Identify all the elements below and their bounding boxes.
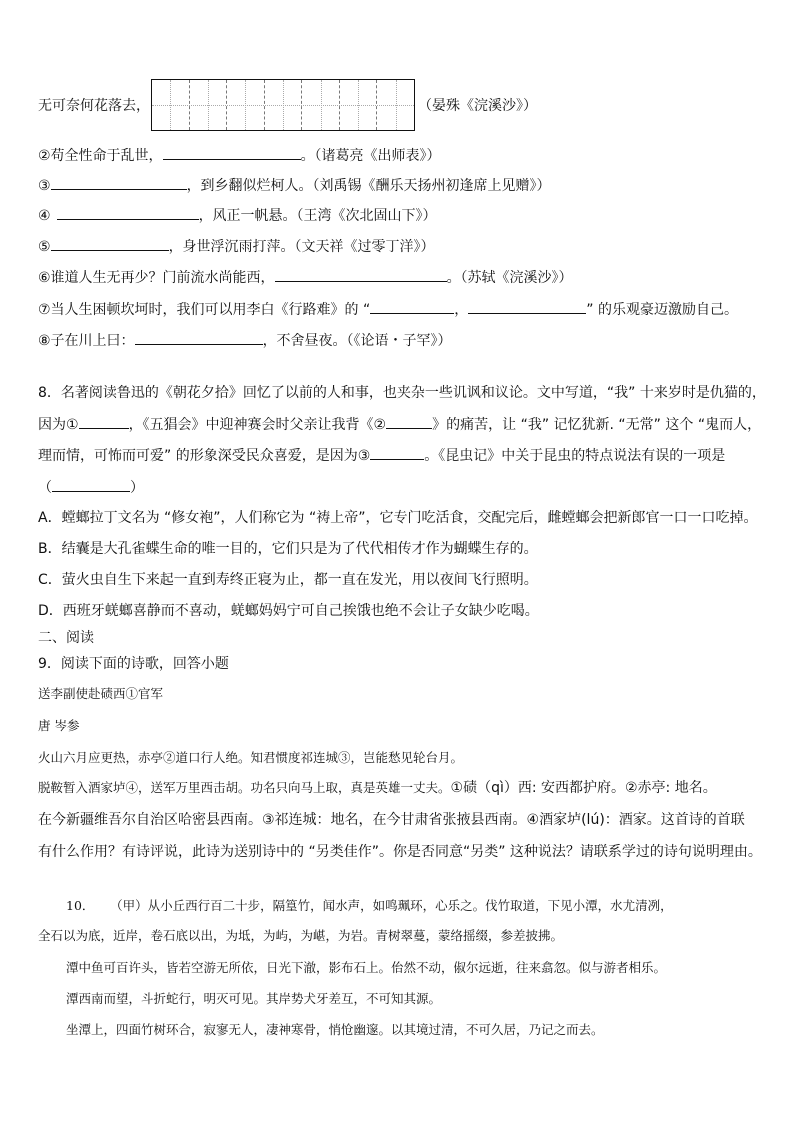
q7-item5: ⑤ ，身世浮沉雨打萍。（文天祥《过零丁洋》） (38, 236, 435, 257)
q7-item1-text: 无可奈何花落去， (38, 98, 150, 114)
q7-item8: ⑧子在川上曰： ，不舍昼夜。（《论语・子罕》） (38, 330, 452, 351)
answer-blank[interactable] (275, 267, 447, 282)
q10-line3: 潭中鱼可百许头，皆若空游无所依，日光下澈，影布石上。佁然不动，俶尔远逝，往来翕忽。似与游者相乐。 (66, 960, 667, 975)
q8-option-b: B．结囊是大孔雀蝶生命的唯一目的，它们只是为了代代相传才作为蝴蝶生存的。 (38, 541, 538, 557)
q10-line5: 坐潭上，四面竹树环合，寂寥无人，凄神寒骨，悄怆幽邃。以其境过清，不可久居，乃记之而去。 (66, 1022, 604, 1037)
q8-option-d: D．西班牙蜣螂喜静而不喜动，蜣螂妈妈宁可自己挨饿也绝不会让子女缺少吃喝。 (38, 603, 539, 619)
answer-grid[interactable] (151, 79, 415, 131)
answer-blank[interactable] (386, 414, 432, 429)
poem-title: 送李副使赴碛西①官军 (38, 686, 164, 701)
poem-line2: 脱鞍暂入酒家垆④，送军万里西击胡。功名只向马上取，真是英雄一丈夫。①碛（qì）西: 安西都护府。②赤亭: 地名。 (38, 780, 717, 796)
answer-blank[interactable] (51, 236, 169, 251)
q9-note-line4: 有什么作用？有诗评说，此诗为送别诗中的 “另类佳作”。你是否同意“另类” 这种说法？请联系学过的诗句说明理由。 (38, 844, 762, 860)
q9-note-line3: 在今新疆维吾尔自治区哈密县西南。③祁连城：地名，在今甘肃省张掖县西南。④酒家垆(lú)：酒家。这首诗的首联 (38, 812, 745, 828)
q8-line3: 理而情，可怖而可爱” 的形象深受民众喜爱，是因为③ 。《昆虫记》中关于昆虫的特点说法有误的一项是 (38, 445, 725, 466)
poem-author: 唐 岑参 (38, 718, 80, 733)
q7-item1-source: （晏殊《浣溪沙》） (418, 98, 537, 114)
q8-option-a: A．螳螂拉丁文名为 “修女袍”，人们称它为 “祷上帝”，它专门吃活食，交配完后，雌螳螂会把新郎官一口一口吃掉。 (38, 510, 758, 526)
q8-option-c: C．萤火虫自生下来起一直到寿终正寝为止，都一直在发光，用以夜间飞行照明。 (38, 572, 538, 588)
q7-item2: ②苟全性命于乱世， 。（诸葛亮《出师表》） (38, 145, 441, 166)
q10-line4: 潭西南而望，斗折蛇行，明灭可见。其岸势犬牙差互，不可知其源。 (66, 991, 442, 1006)
q7-item7: ⑦当人生困顿坎坷时，我们可以用李白《行路难》的 “ ， ” 的乐观豪迈激励自己。 (38, 299, 738, 320)
q7-item1 (38, 96, 150, 116)
q9-heading: 9．阅读下面的诗歌，回答小题 (38, 656, 229, 672)
answer-blank[interactable] (135, 330, 263, 345)
section-title: 二、阅读 (38, 630, 94, 646)
answer-blank[interactable] (163, 145, 301, 160)
answer-blank[interactable] (51, 175, 187, 190)
q8-answer-paren: （ ） (38, 477, 144, 498)
q7-item4: ④ ，风正一帆悬。（王湾《次北固山下》） (38, 205, 437, 226)
answer-blank[interactable] (370, 299, 454, 314)
poem-line1: 火山六月应更热，赤亭②道口行人绝。知君惯度祁连城③，岂能愁见轮台月。 (38, 750, 464, 765)
answer-blank[interactable] (79, 414, 129, 429)
q10-line2: 全石以为底，近岸，卷石底以出，为坻，为屿，为嵁，为岩。青树翠蔓，蒙络摇缀，参差披拂。 (38, 928, 564, 943)
answer-blank[interactable] (468, 299, 586, 314)
answer-blank[interactable] (52, 477, 130, 492)
q8-line2: 因为① ，《五猖会》中迎神赛会时父亲让我背《② 》的痛苦，让 “我” 记忆犹新. “无常” 这个 “鬼而人， (38, 414, 761, 435)
q7-item3: ③ ，到乡翻似烂柯人。（刘禹锡《酬乐天扬州初逢席上见赠》） (38, 175, 551, 196)
q8-line1: 8．名著阅读鲁迅的《朝花夕拾》回忆了以前的人和事，也夹杂一些讥讽和议论。文中写道，“我” 十来岁时是仇猫的， (38, 385, 766, 401)
q7-item6: ⑥谁道人生无再少？门前流水尚能西， 。（苏轼《浣溪沙》） (38, 267, 573, 288)
answer-blank[interactable] (57, 205, 199, 220)
answer-blank[interactable] (370, 445, 424, 460)
q10-line1: 10． （甲）从小丘西行百二十步，隔篁竹，闻水声，如鸣珮环，心乐之。伐竹取道，下见小潭，水尤清冽， (66, 898, 673, 913)
